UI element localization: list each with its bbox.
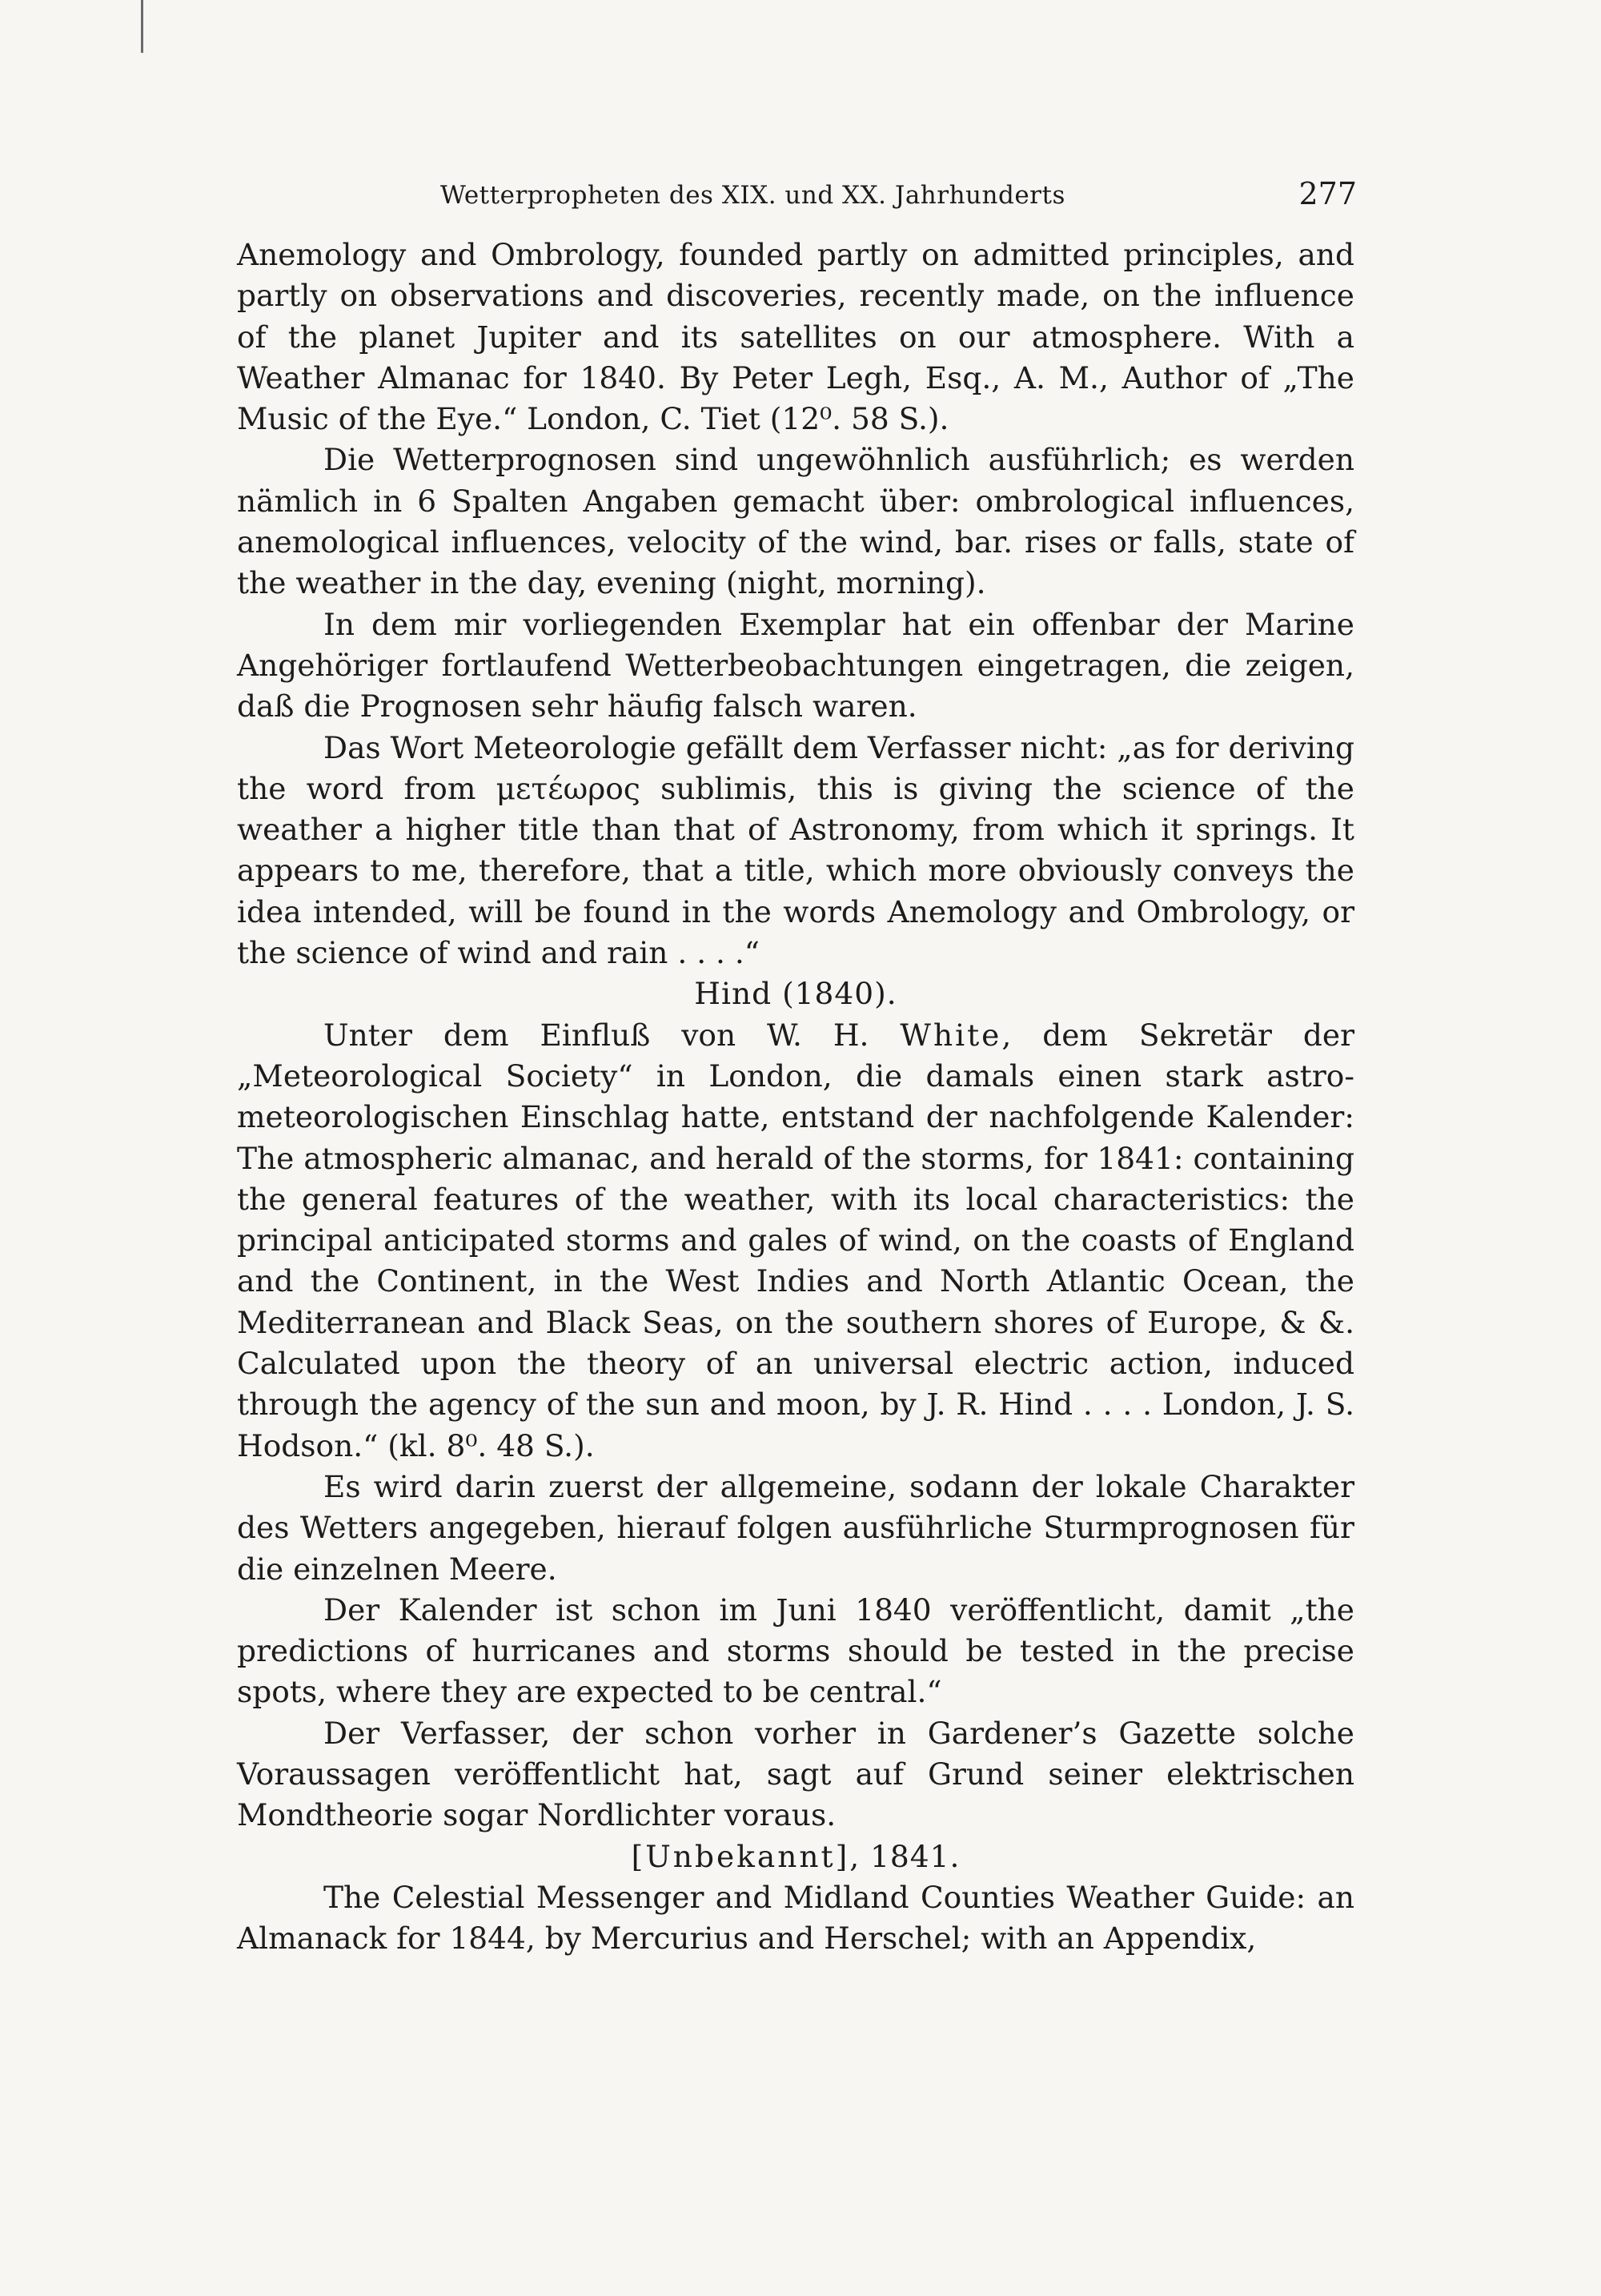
running-title: Wetterpropheten des XIX. und XX. Jahrhunderts: [440, 181, 1065, 210]
paragraph-white-rest: , dem Sekretär der „Meteorological Society“ in London, die damals einen stark astro-meteorologischen Einschlag hatte, entstand der nachfolgende Kalender: The atmospheric almanac, and herald of the storms, for 1841: containing the general features of the weather, with its local characteristics: the principal anticipated storms and gales of wind, on the coasts of England and the Continent, in the West Indies and North Atlantic Ocean, the Mediterranean and Black Seas, on the southern shores of Europe, & &. Calculated upon the theory of an universal electric action, induced through the agency of the sun and moon, by J. R. Hind . . . . London, J. S. Hodson.“ (kl. 8⁰. 48 S.).: [237, 1017, 1354, 1463]
paragraph-white: [237, 1015, 1354, 1467]
paragraph-kalender-juni: Der Kalender ist schon im Juni 1840 veröffentlicht, damit „the predictions of hurricanes and storms should be tested in the precise spots, where they are expected to be central.“: [237, 1592, 1354, 1710]
heading-unbekannt-year: , 1841.: [849, 1838, 961, 1874]
paragraph-white-prefix: Unter dem Einfluß von W. H.: [323, 1017, 901, 1053]
page-edge-mark: [141, 0, 143, 53]
paragraph-exemplar: In dem mir vorliegenden Exemplar hat ein offenbar der Marine Angehöriger fortlaufend Wetterbeobachtungen eingetragen, die zeigen, daß die Prognosen sehr häufig falsch waren.: [237, 606, 1354, 725]
section-heading-unbekannt: [237, 1836, 1354, 1877]
paragraph-meteorologie: Das Wort Meteorologie gefällt dem Verfasser nicht: „as for deriving the word from μετέωρος sublimis, this is giving the science of the weather a higher title than that of Astronomy, from which it springs. It appears to me, therefore, that a title, which more obviously conveys the idea intended, will be found in the words Anemology and Ombrology, or the science of wind and rain . . . .“: [237, 729, 1354, 971]
author-name-white: White: [900, 1017, 1002, 1053]
paragraph-celestial-messenger: The Celestial Messenger and Midland Counties Weather Guide: an Almanack for 1844, by Mercurius and Herschel; with an Appendix,: [237, 1879, 1354, 1957]
paragraph-verfasser: Der Verfasser, der schon vorher in Gardener’s Gazette solche Voraussagen veröffentlicht hat, sagt auf Grund seiner elektrischen Mondtheorie sogar Nordlichter voraus.: [237, 1715, 1354, 1833]
heading-unbekannt-name: [Unbekannt]: [631, 1838, 850, 1874]
paragraph-forecast-columns: Die Wetterprognosen sind ungewöhnlich ausführlich; es werden nämlich in 6 Spalten Angaben gemacht über: ombrological influences, anemological influences, velocity of the wind, bar. rises or falls, state of the weather in the day, evening (night, morning).: [237, 442, 1354, 601]
paragraph-wetter-charakter: Es wird darin zuerst der allgemeine, sodann der lokale Charakter des Wetters angegeben, hierauf folgen ausführliche Sturmprognosen für die einzelnen Meere.: [237, 1468, 1354, 1587]
page-body: [237, 235, 1354, 1959]
section-heading-hind: Hind (1840).: [694, 976, 897, 1012]
page-header: [240, 170, 1357, 218]
page-number: 277: [1298, 176, 1357, 211]
paragraph-legh-title: Anemology and Ombrology, founded partly on admitted principles, and partly on observations and discoveries, recently made, on the influence of the planet Jupiter and its satellites on our atmosphere. With a Weather Almanac for 1840. By Peter Legh, Esq., A. M., Author of „The Music of the Eye.“ London, C. Tiet (12⁰. 58 S.).: [237, 237, 1354, 437]
